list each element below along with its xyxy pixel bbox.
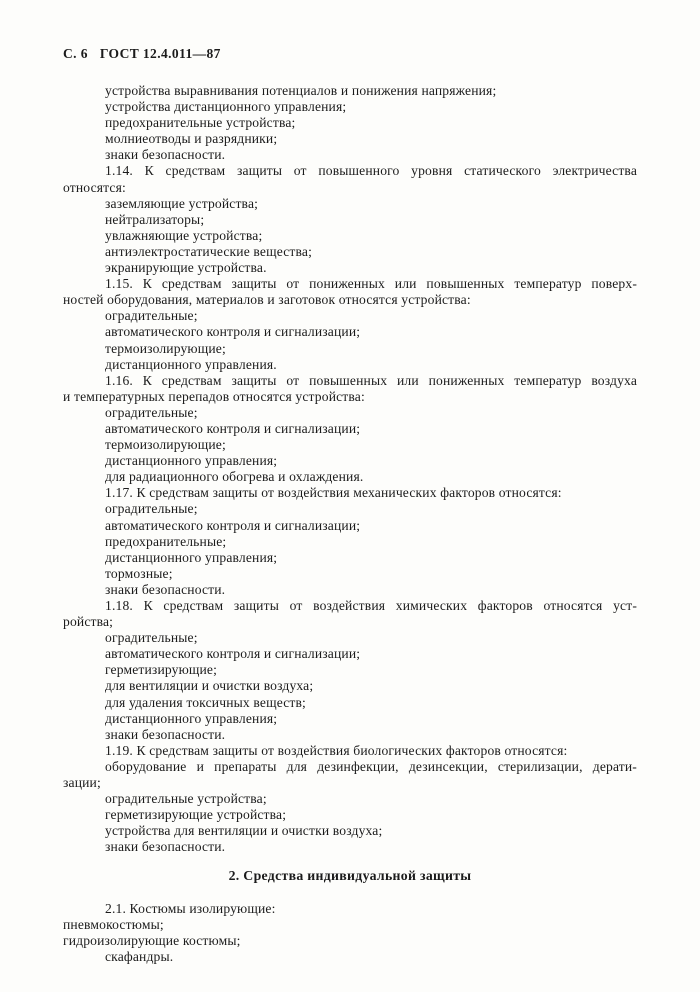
text-line: устройства дистанционного управления; (105, 99, 347, 115)
text-line: автоматического контроля и сигнализации; (105, 324, 361, 340)
text-line: заземляющие устройства; (105, 195, 259, 211)
text-line: антиэлектростатические вещества; (105, 243, 313, 259)
text-line: устройства выравнивания потенциалов и понижения напряжения; (105, 83, 497, 98)
text-line: предохранительные; (105, 533, 227, 549)
text-line: знаки безопасности. (105, 726, 226, 742)
text-line: дистанционного управления; (105, 453, 278, 469)
text-line: автоматического контроля и сигнализации; (105, 517, 361, 533)
text-line: термоизолирующие; (105, 340, 226, 356)
text-line: пневмокостюмы; (63, 916, 164, 932)
text-line: 1.14. К средствам защиты от повышенного уровня статического электричества (105, 163, 637, 179)
text-line: оградительные; (105, 501, 198, 517)
text-line: ройства; (63, 614, 114, 630)
text-line: оградительные устройства; (105, 791, 267, 807)
text-line: для радиационного обогрева и охлаждения. (105, 469, 364, 485)
text-line: увлажняющие устройства; (105, 227, 263, 243)
text-line: герметизирующие устройства; (105, 807, 287, 823)
text-line: 1.19. К средствам защиты от воздействия биологических факторов относятся: (105, 742, 568, 758)
text-line: предохранительные устройства; (105, 115, 296, 131)
text-line: оградительные; (105, 404, 198, 420)
text-line: знаки безопасности. (105, 839, 226, 855)
text-line: дистанционного управления; (105, 549, 278, 565)
text-line: нейтрализаторы; (105, 211, 205, 227)
page-number: С. 6 (63, 46, 88, 61)
text-line: 1.15. К средствам защиты от пониженных или повышенных температур поверх- (105, 276, 637, 292)
text-line: оградительные; (105, 308, 198, 324)
text-line: 1.17. К средствам защиты от воздействия механических факторов относятся: (105, 485, 562, 501)
text-line: устройства для вентиляции и очистки воздуха; (105, 823, 383, 839)
text-line: знаки безопасности. (105, 147, 226, 163)
text-line: 1.16. К средствам защиты от повышенных или пониженных температур воздуха (105, 372, 637, 388)
text-line: дистанционного управления. (105, 356, 277, 372)
text-line: тормозные; (105, 565, 173, 581)
text-line: для удаления токсичных веществ; (105, 694, 306, 710)
text-line: автоматического контроля и сигнализации; (105, 646, 361, 662)
text-line: и температурных перепадов относятся устройства: (63, 388, 365, 404)
page-header (63, 46, 221, 62)
text-line: гидроизолирующие костюмы; (63, 932, 241, 948)
text-line: скафандры. (105, 948, 174, 964)
text-line: оградительные; (105, 630, 198, 646)
text-line: относятся: (63, 179, 126, 195)
text-line: зации; (63, 775, 101, 791)
text-line: экранирующие устройства. (105, 260, 267, 276)
section-heading: 2. Средства индивидуальной защиты (228, 867, 472, 883)
text-line: 2.1. Костюмы изолирующие: (105, 900, 276, 916)
text-line: герметизирующие; (105, 662, 218, 678)
text-line: молниеотводы и разрядники; (105, 131, 278, 147)
text-line: ностей оборудования, материалов и заготовок относятся устройства: (63, 292, 471, 308)
text-line: дистанционного управления; (105, 710, 278, 726)
text-line: термоизолирующие; (105, 437, 226, 453)
text-line: знаки безопасности. (105, 581, 226, 597)
text-line: для вентиляции и очистки воздуха; (105, 678, 314, 694)
document-body (63, 83, 637, 965)
text-line: 1.18. К средствам защиты от воздействия химических факторов относятся уст- (105, 598, 637, 613)
doc-number: ГОСТ 12.4.011—87 (99, 46, 221, 61)
text-line: автоматического контроля и сигнализации; (105, 420, 361, 436)
text-line: оборудование и препараты для дезинфекции, дезинсекции, стерилизации, дерати- (105, 758, 637, 774)
